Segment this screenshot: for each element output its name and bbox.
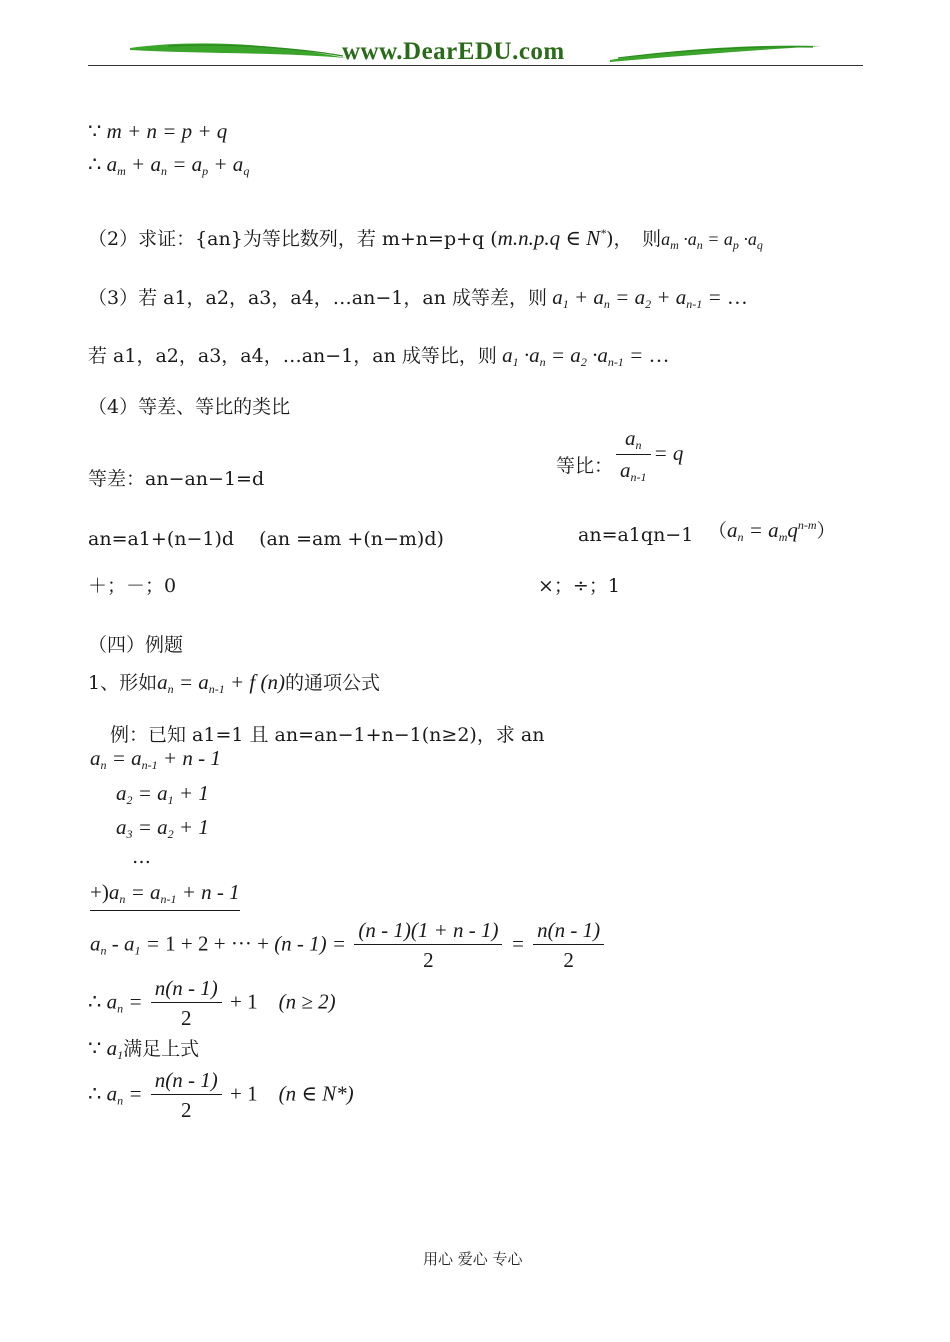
geo-ops: ×；÷；1 [538,575,620,597]
step-telescoped: $a_n - a_1 = 1 + 2$ + ··· + (n - 1) = $\frac{(n - 1)(1 + n - 1)}{2}$ = $\frac{n(n - 1)}{2}$ [90,918,607,973]
step-recurrence: $a_n = a_{n-1} + n - 1$ [90,746,221,772]
formula-mnpq-in-N: m.n.p.q ∈ N* [497,226,607,250]
header-rule [88,65,863,66]
arith-general-term: an=a1+(n−1)d (an =am +(n−m)d) [88,528,444,550]
line-item-2: （2）求证：{an}为等比数列，若 m+n=p+q (m.n.p.q ∈ N*)， 则$a_m \cdot a_n = a_p \cdot a_q$ [88,226,763,252]
example-statement: 例：已知 a1=1 且 an=an−1+n−1(n≥2)，求 an [110,724,545,746]
footer-text: 用心 爱心 专心 [423,1250,523,1268]
step-sum-line: $+)a_n = a_{n-1} + n - 1$ [90,880,240,911]
step-a2: $a_2 = a_1 + 1$ [116,781,209,807]
step-a1-satisfies: ∵ $a_1$满足上式 [88,1036,200,1062]
step-a3: $a_3 = a_2 + 1$ [116,815,209,841]
line-item-3-arith: （3）若 a1，a2，a3，a4，…an−1，an 成等差，则 $a_1 + a_n = a_2 + a_{n-1}$ = … [88,285,748,311]
section-examples: （四）例题 [88,634,184,656]
line-item-4: （4）等差、等比的类比 [88,396,291,418]
line-because-mnpq: ∵ m + n = p + q [88,119,228,143]
line-item-3-geo: 若 a1，a2，a3，a4，…an−1，an 成等比，则 $a_1 \cdot a_n = a_2 \cdot a_{n-1}$ = … [88,343,670,369]
geo-general-term-alt: $(a_n = a_mq^{n-m})$ [708,518,836,544]
step-result-n-ge-2: ∴ $a_n$ = $\frac{n(n - 1)}{2}$ + 1 (n ≥ 2) [88,976,336,1030]
leaf-swoosh-right-icon [608,34,823,68]
arith-difference: 等差：an−an−1=d [88,468,265,490]
formula-ratio: $\frac{a_n}{a_{n-1}}$ = q [613,441,683,465]
formula-geo-product-chain: $a_1 \cdot a_n = a_2 \cdot a_{n-1}$ = … [496,343,670,369]
line-therefore-sum: ∴ $a_m + a_n = a_p + a_q$ [88,152,250,178]
formula-arith-sum-chain: $a_1 + a_n = a_2 + a_{n-1}$ = … [546,285,748,311]
logo-text: www.DearEDU.com [342,38,565,65]
formula-product-equal: $a_m \cdot a_n = a_p \cdot a_q$ [661,229,763,252]
leaf-swoosh-left-icon [128,34,348,68]
geo-ratio: 等比： $\frac{a_n}{a_{n-1}}$ = q [556,426,684,484]
item-1: 1、形如$a_n = a_{n-1} + f$ (n)的通项公式 [88,670,381,696]
geo-general-term: an=a1qn−1 [578,524,694,546]
arith-ops: ＋；－；0 [88,575,177,597]
formula-recurrence-form: $a_n = a_{n-1} + f$ (n) [157,670,286,696]
header-logo [128,34,823,68]
step-result-final: ∴ $a_n$ = $\frac{n(n - 1)}{2}$ + 1 (n ∈ N*) [88,1068,354,1122]
step-ellipsis: … [132,846,151,868]
